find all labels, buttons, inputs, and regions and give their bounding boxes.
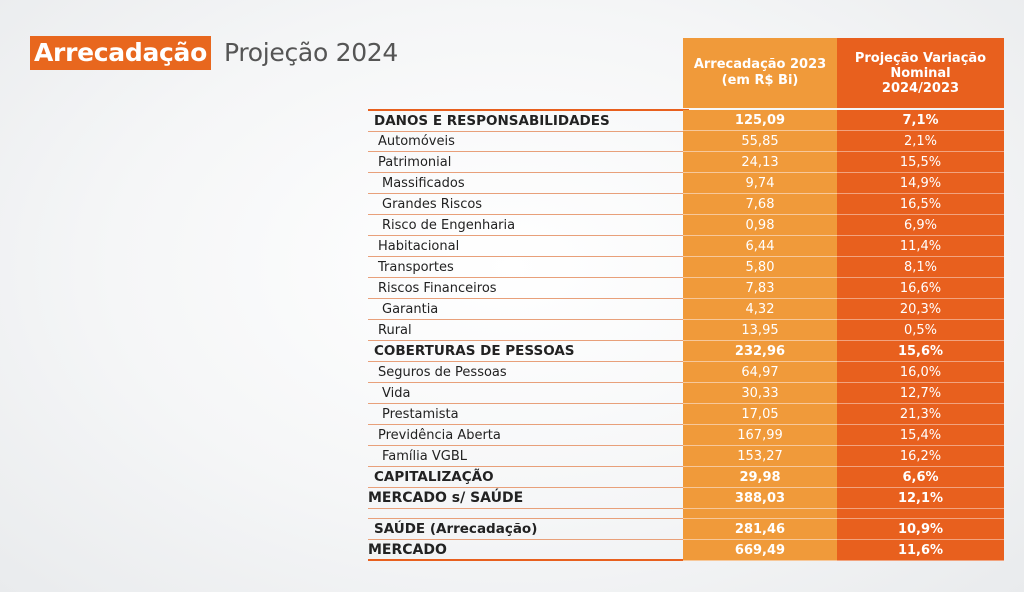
row-variacao-value — [837, 509, 1004, 519]
row-arrecadacao-value: 30,33 — [683, 383, 837, 404]
row-variacao-value: 7,1% — [837, 110, 1004, 131]
row-variacao-value: 6,9% — [837, 215, 1004, 236]
row-label: Seguros de Pessoas — [368, 362, 693, 383]
table-row — [368, 152, 1004, 173]
row-variacao-value: 15,5% — [837, 152, 1004, 173]
header-projecao-variacao — [837, 38, 1004, 108]
table-row — [368, 173, 1004, 194]
table-row — [368, 362, 1004, 383]
row-variacao-value: 21,3% — [837, 404, 1004, 425]
table-row — [368, 509, 1004, 519]
row-label: Previdência Aberta — [368, 425, 693, 446]
row-variacao-value: 12,1% — [837, 488, 1004, 509]
table-row — [368, 425, 1004, 446]
row-variacao-value: 14,9% — [837, 173, 1004, 194]
row-variacao-value: 6,6% — [837, 467, 1004, 488]
title-highlight: Arrecadação — [30, 36, 211, 70]
row-variacao-value: 15,4% — [837, 425, 1004, 446]
row-arrecadacao-value: 669,49 — [683, 540, 837, 561]
row-arrecadacao-value: 29,98 — [683, 467, 837, 488]
row-label: SAÚDE (Arrecadação) — [368, 519, 689, 540]
row-label: Vida — [368, 383, 697, 404]
table-row — [368, 194, 1004, 215]
table-row — [368, 519, 1004, 540]
table-row — [368, 257, 1004, 278]
row-arrecadacao-value: 7,68 — [683, 194, 837, 215]
row-variacao-value: 15,6% — [837, 341, 1004, 362]
row-variacao-value: 8,1% — [837, 257, 1004, 278]
row-arrecadacao-value: 24,13 — [683, 152, 837, 173]
table-row — [368, 320, 1004, 341]
row-arrecadacao-value: 0,98 — [683, 215, 837, 236]
row-arrecadacao-value: 281,46 — [683, 519, 837, 540]
table-row — [368, 467, 1004, 488]
row-arrecadacao-value — [683, 509, 837, 519]
row-arrecadacao-value: 17,05 — [683, 404, 837, 425]
row-label: Massificados — [368, 173, 697, 194]
row-variacao-value: 20,3% — [837, 299, 1004, 320]
row-arrecadacao-value: 232,96 — [683, 341, 837, 362]
table-row — [368, 540, 1004, 561]
row-arrecadacao-value: 167,99 — [683, 425, 837, 446]
page-title: Projeção 2024 — [224, 38, 399, 67]
row-arrecadacao-value: 125,09 — [683, 110, 837, 131]
header-arrecadacao-2023 — [683, 38, 837, 108]
row-arrecadacao-value: 13,95 — [683, 320, 837, 341]
row-variacao-value: 11,4% — [837, 236, 1004, 257]
table-row — [368, 446, 1004, 467]
row-variacao-value: 0,5% — [837, 320, 1004, 341]
row-label: Habitacional — [368, 236, 693, 257]
row-variacao-value: 2,1% — [837, 131, 1004, 152]
row-arrecadacao-value: 388,03 — [683, 488, 837, 509]
row-variacao-value: 10,9% — [837, 519, 1004, 540]
row-variacao-value: 16,6% — [837, 278, 1004, 299]
row-label: Prestamista — [368, 404, 697, 425]
row-arrecadacao-value: 4,32 — [683, 299, 837, 320]
row-label: Rural — [368, 320, 693, 341]
row-label — [368, 509, 693, 519]
row-arrecadacao-value: 7,83 — [683, 278, 837, 299]
row-label: MERCADO s/ SAÚDE — [368, 488, 683, 509]
row-label: CAPITALIZAÇÃO — [368, 467, 689, 488]
row-arrecadacao-value: 6,44 — [683, 236, 837, 257]
table-row — [368, 110, 1004, 131]
row-variacao-value: 16,0% — [837, 362, 1004, 383]
table-row — [368, 215, 1004, 236]
table-row — [368, 278, 1004, 299]
row-variacao-value: 16,2% — [837, 446, 1004, 467]
table-row — [368, 341, 1004, 362]
row-variacao-value: 11,6% — [837, 540, 1004, 561]
row-arrecadacao-value: 153,27 — [683, 446, 837, 467]
table-row — [368, 404, 1004, 425]
header-projecao-variacao-label: Projeção Variação Nominal 2024/2023 — [854, 50, 987, 96]
row-label: COBERTURAS DE PESSOAS — [368, 341, 689, 362]
table-row — [368, 131, 1004, 152]
row-label: Transportes — [368, 257, 693, 278]
row-label: MERCADO — [368, 540, 683, 561]
table-row — [368, 383, 1004, 404]
row-arrecadacao-value: 55,85 — [683, 131, 837, 152]
row-label: Garantia — [368, 299, 697, 320]
data-table — [368, 110, 1004, 561]
table-row — [368, 236, 1004, 257]
row-arrecadacao-value: 9,74 — [683, 173, 837, 194]
row-label: DANOS E RESPONSABILIDADES — [368, 109, 689, 132]
row-label: Família VGBL — [368, 446, 697, 467]
row-label: Patrimonial — [368, 152, 693, 173]
row-arrecadacao-value: 64,97 — [683, 362, 837, 383]
row-label: Automóveis — [368, 131, 693, 152]
row-label: Risco de Engenharia — [368, 215, 697, 236]
header-arrecadacao-2023-label: Arrecadação 2023 (em R$ Bi) — [693, 57, 827, 88]
row-label: Grandes Riscos — [368, 194, 697, 215]
table-row — [368, 299, 1004, 320]
table-row — [368, 488, 1004, 509]
row-arrecadacao-value: 5,80 — [683, 257, 837, 278]
row-variacao-value: 12,7% — [837, 383, 1004, 404]
row-variacao-value: 16,5% — [837, 194, 1004, 215]
row-label: Riscos Financeiros — [368, 278, 693, 299]
